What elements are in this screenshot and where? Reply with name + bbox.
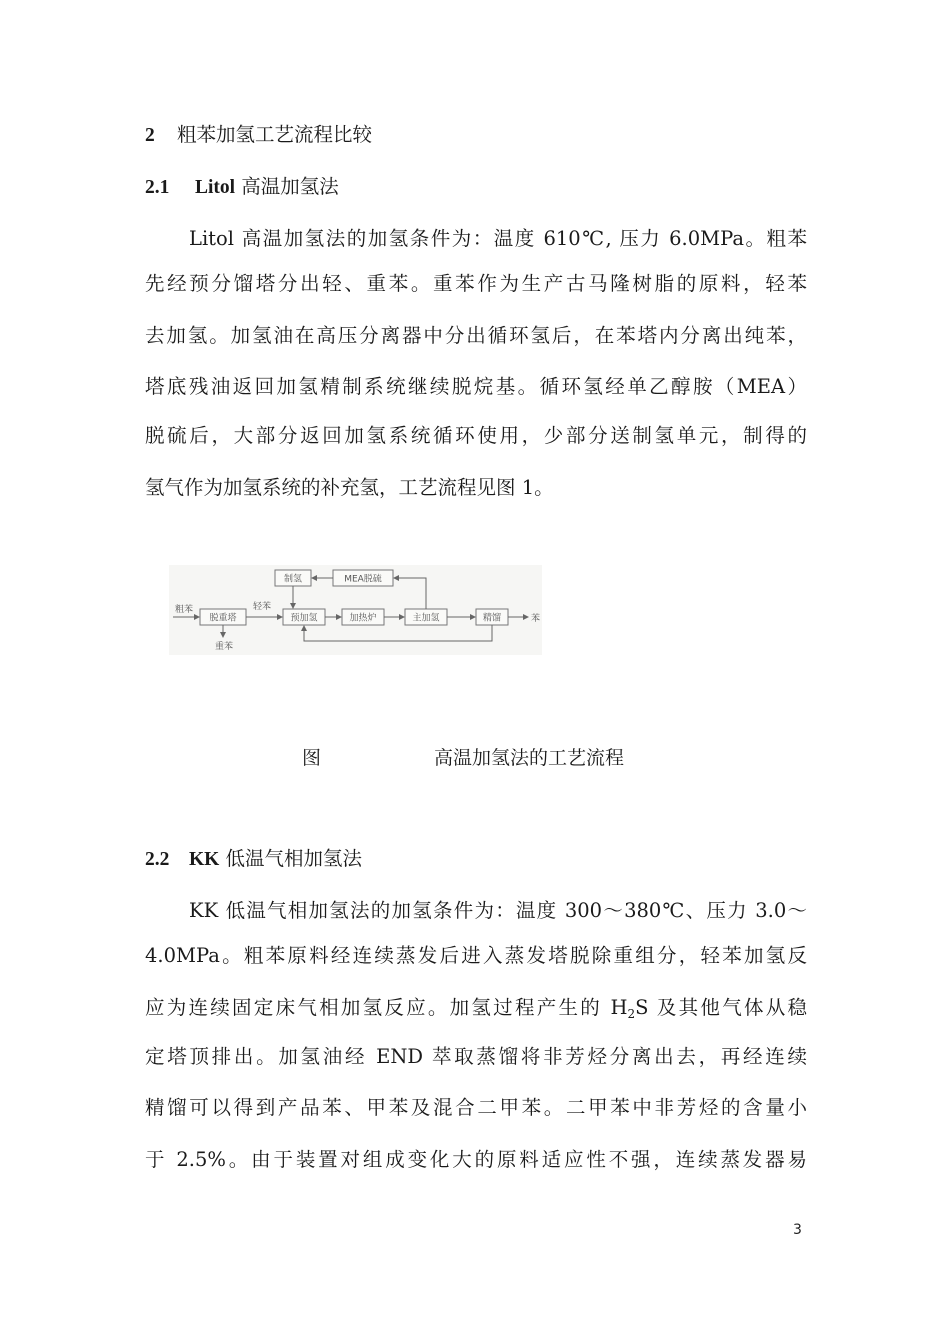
section-number: 2: [145, 125, 155, 146]
subscript: 2: [627, 1007, 636, 1021]
section-keyword: KK: [189, 849, 220, 870]
section-2-2-heading: [145, 845, 362, 874]
section-title: 低温气相加氢法: [225, 847, 363, 870]
section-title: 高温加氢法: [241, 175, 339, 198]
text-run: S 及其他气体从稳: [635, 996, 807, 1019]
flow-arrow: [394, 578, 426, 609]
process-flow-figure: [169, 565, 542, 655]
flow-label-light: 轻苯: [253, 602, 272, 612]
flow-label-jiarelu: 加热炉: [349, 613, 377, 624]
flow-label-yujiaqing: 预加氢: [290, 613, 318, 624]
figure-caption-prefix: 图: [302, 747, 322, 769]
section-number: 2.2: [145, 849, 170, 870]
text-run: 应为连续固定床气相加氢反应。加氢过程产生的 H: [145, 996, 628, 1019]
flow-label-output: 苯: [531, 614, 541, 624]
paragraph-line: 先经预分馏塔分出轻、重苯。重苯作为生产古马隆树脂的原料，轻苯: [145, 272, 807, 295]
section-2-1-heading: [145, 173, 339, 202]
figure-caption-text: 高温加氢法的工艺流程: [434, 747, 625, 769]
flow-label-mea: MEA脱硫: [344, 574, 382, 585]
flow-label-jingliu: 精馏: [482, 613, 502, 624]
section-number: 2.1: [145, 177, 170, 198]
section-keyword: Litol: [195, 177, 236, 198]
paragraph-line: 4.0MPa。粗苯原料经连续蒸发后进入蒸发塔脱除重组分，轻苯加氢反: [145, 944, 807, 967]
paragraph-line: [145, 994, 807, 1028]
section-2-heading: [145, 121, 372, 150]
page-number: 3: [793, 1222, 802, 1238]
paragraph-line: 氢气作为加氢系统的补充氢，工艺流程见图 1。: [145, 476, 554, 499]
flow-label-input: 粗苯: [175, 605, 194, 615]
section-title: 粗苯加氢工艺流程比较: [177, 123, 373, 146]
flow-label-zhiqing: 制氢: [283, 574, 303, 585]
paragraph-line: 去加氢。加氢油在高压分离器中分出循环氢后，在苯塔内分离出纯苯，: [145, 324, 807, 347]
paragraph-line: Litol 高温加氢法的加氢条件为：温度 610℃, 压力 6.0MPa。粗苯: [189, 227, 807, 250]
flow-label-heavy: 重苯: [215, 642, 234, 652]
flow-label-zhujiaqing: 主加氢: [412, 613, 440, 624]
paragraph-line: 塔底残油返回加氢精制系统继续脱烷基。循环氢经单乙醇胺（MEA）: [145, 375, 807, 398]
paragraph-line: 精馏可以得到产品苯、甲苯及混合二甲苯。二甲苯中非芳烃的含量小: [145, 1096, 807, 1119]
flow-arrow: [304, 625, 492, 641]
paragraph-line: 于 2.5%。由于装置对组成变化大的原料适应性不强，连续蒸发器易: [145, 1148, 807, 1171]
paragraph-line: 脱硫后，大部分返回加氢系统循环使用，少部分送制氢单元，制得的: [145, 424, 807, 447]
flow-label-tuozhongta: 脱重塔: [209, 613, 237, 624]
paragraph-line: KK 低温气相加氢法的加氢条件为：温度 300～380℃、压力 3.0～: [189, 899, 807, 922]
paragraph-line: 定塔顶排出。加氢油经 END 萃取蒸馏将非芳烃分离出去，再经连续: [145, 1045, 807, 1068]
